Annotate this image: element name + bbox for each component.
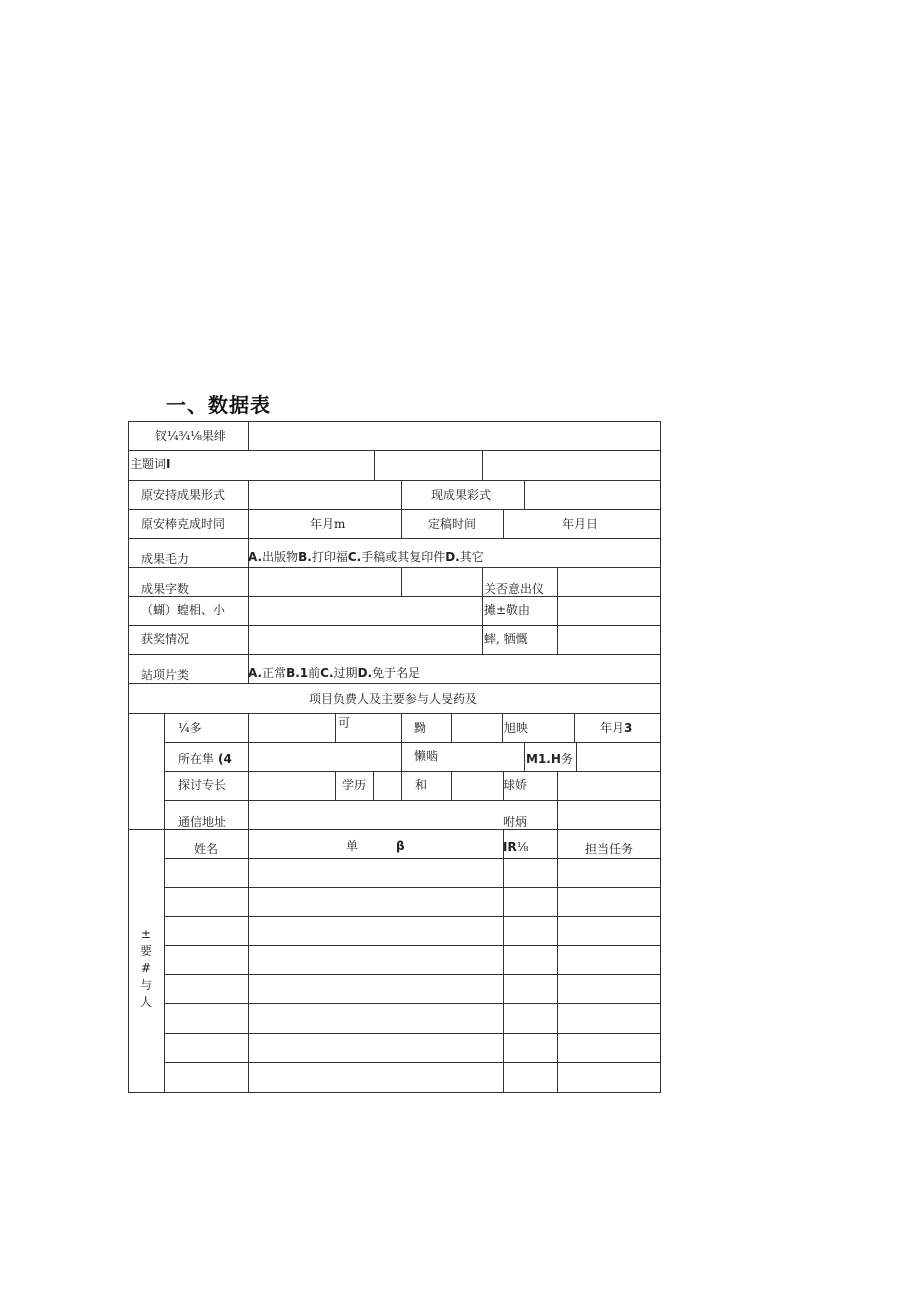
col-divider — [576, 742, 577, 771]
option-text: 正常 — [262, 666, 287, 680]
status-label: 站项片类 — [141, 668, 190, 682]
leader-edu-label: 学历 — [342, 778, 367, 792]
col-divider — [401, 742, 402, 771]
leader-unit — [178, 752, 232, 766]
col-divider — [164, 829, 165, 1093]
col-divider — [335, 713, 336, 742]
current-form-label: 现成果彩式 — [431, 488, 492, 502]
col-divider — [557, 771, 558, 829]
keyword-label — [130, 457, 170, 471]
misc-label: 蟀, 牺慨 — [484, 632, 528, 646]
col-divider — [503, 509, 504, 538]
row-divider — [128, 596, 661, 597]
row-divider — [164, 1062, 661, 1063]
row-divider — [164, 974, 661, 975]
col-divider — [574, 713, 575, 742]
col-divider — [248, 421, 249, 450]
row-divider — [164, 858, 661, 859]
side-char: 与 — [139, 978, 152, 992]
col-divider — [401, 567, 402, 596]
leader-phone-label: 球娇 — [503, 778, 528, 792]
leader-zip-label: 咐炳 — [503, 815, 528, 829]
leader-date-label: 年月 — [600, 721, 625, 735]
col-divider — [335, 771, 336, 800]
option-letter: B. — [298, 550, 312, 564]
option-letter: A. — [248, 666, 263, 680]
option-text: 过期 — [333, 666, 358, 680]
row-divider — [164, 887, 661, 888]
option-letter: D. — [445, 550, 460, 564]
row-divider — [128, 480, 661, 481]
leader-ethnicity-label: 旭映 — [504, 721, 529, 735]
leader-unit-mark: (4 — [218, 752, 232, 766]
leader-major-label: 探讨专长 — [178, 778, 227, 792]
fund-label: （蝴）蝗相、小 — [141, 603, 226, 617]
leader-name-label: ¼多 — [178, 721, 202, 735]
row-divider — [128, 567, 661, 568]
leader-unit-label: 所在隼 — [178, 752, 215, 766]
plan-time-value: 年月m — [310, 517, 346, 531]
form-label: 成果毛力 — [141, 552, 190, 566]
leader-birth-label: 黝 — [414, 721, 427, 735]
row-divider — [164, 771, 661, 772]
side-char: 人 — [139, 995, 152, 1009]
leader-address-label: 通信地址 — [178, 815, 227, 829]
row-divider — [164, 916, 661, 917]
members-header-name: 姓名 — [194, 842, 219, 856]
row-divider — [164, 1033, 661, 1034]
plan-form-label: 原安持成果形式 — [141, 488, 226, 502]
row-divider — [164, 945, 661, 946]
members-header-unit: 单 — [346, 839, 359, 853]
col-divider — [374, 450, 375, 480]
option-text: 其它 — [459, 550, 484, 564]
option-letter: D. — [357, 666, 373, 680]
option-letter: C. — [320, 666, 334, 680]
page-title: 一、数据表 — [166, 393, 271, 417]
col-divider — [248, 480, 249, 538]
option-text: 手稿或其复印件 — [361, 550, 446, 564]
word-count-label: 成果字数 — [141, 582, 190, 596]
col-divider — [503, 829, 504, 1093]
col-divider — [451, 771, 452, 800]
col-divider — [248, 567, 249, 654]
leader-date-mark: 3 — [624, 721, 633, 735]
row-divider — [128, 683, 661, 684]
final-time-value: 年月日 — [562, 517, 599, 531]
col-divider — [557, 567, 558, 654]
members-side-label — [136, 926, 156, 1011]
leader-gender-label: 可 — [338, 716, 351, 730]
members-header-title — [503, 840, 528, 854]
section-title: 项目负费人及主要参与人旻药及 — [309, 692, 478, 706]
row-divider — [128, 713, 661, 714]
publish-label: 关否意出仪 — [484, 582, 545, 596]
side-char: ± — [140, 927, 152, 941]
award-label: 获奖情况 — [141, 632, 190, 646]
side-char: 要# — [139, 944, 152, 975]
status-options — [248, 666, 420, 680]
col-divider — [248, 829, 249, 1093]
members-header-unit-mark: β — [396, 839, 405, 853]
col-divider — [502, 713, 503, 742]
leader-duty-label: 务 — [560, 752, 573, 766]
row-divider — [164, 742, 661, 743]
table-border-left — [128, 421, 129, 1093]
col-divider — [451, 713, 452, 742]
reason-label: 摊±敬由 — [484, 603, 531, 617]
members-title-mark: IR — [503, 840, 517, 854]
col-divider — [401, 771, 402, 800]
table-border-top — [128, 421, 661, 422]
leader-degree-label: 和 — [415, 778, 428, 792]
leader-date — [600, 721, 632, 735]
option-text: 前 — [308, 666, 321, 680]
row-divider — [128, 625, 661, 626]
option-text: 免于名足 — [372, 666, 421, 680]
row-divider — [128, 509, 661, 510]
row-divider — [128, 654, 661, 655]
row-divider — [128, 538, 661, 539]
data-form — [128, 421, 661, 1093]
option-letter: A. — [248, 550, 263, 564]
col-divider — [482, 567, 483, 654]
row-divider — [128, 829, 661, 830]
plan-time-label: 原安棒克成时同 — [141, 517, 226, 531]
form-options — [248, 550, 484, 564]
col-divider — [164, 713, 165, 829]
keyword-mark: I — [166, 457, 171, 471]
col-divider — [557, 829, 558, 1093]
col-divider — [401, 480, 402, 538]
col-divider — [524, 480, 525, 509]
option-text: 打印福 — [311, 550, 348, 564]
leader-title-label: 懒啮 — [414, 749, 439, 763]
option-letter: B.1 — [286, 666, 309, 680]
col-divider — [482, 450, 483, 480]
col-divider — [401, 713, 402, 742]
col-divider — [373, 771, 374, 800]
col-divider — [524, 742, 525, 771]
members-header-task: 担当任务 — [585, 842, 634, 856]
keyword-label-text: 主题词 — [130, 457, 167, 471]
final-time-label: 定稿时间 — [428, 517, 477, 531]
leader-duty-mark: M1.H — [526, 752, 561, 766]
row-divider — [164, 800, 661, 801]
row-divider — [128, 450, 661, 451]
col-divider — [248, 713, 249, 829]
row-divider — [164, 1003, 661, 1004]
table-border-right — [660, 421, 661, 1093]
table-border-bottom — [128, 1092, 661, 1093]
leader-duty — [526, 752, 573, 766]
members-title-frac: ⅛ — [516, 840, 529, 854]
option-text: 出版物 — [262, 550, 299, 564]
topic-label: 钗¼¾⅛果绯 — [155, 429, 226, 443]
option-letter: C. — [347, 550, 362, 564]
